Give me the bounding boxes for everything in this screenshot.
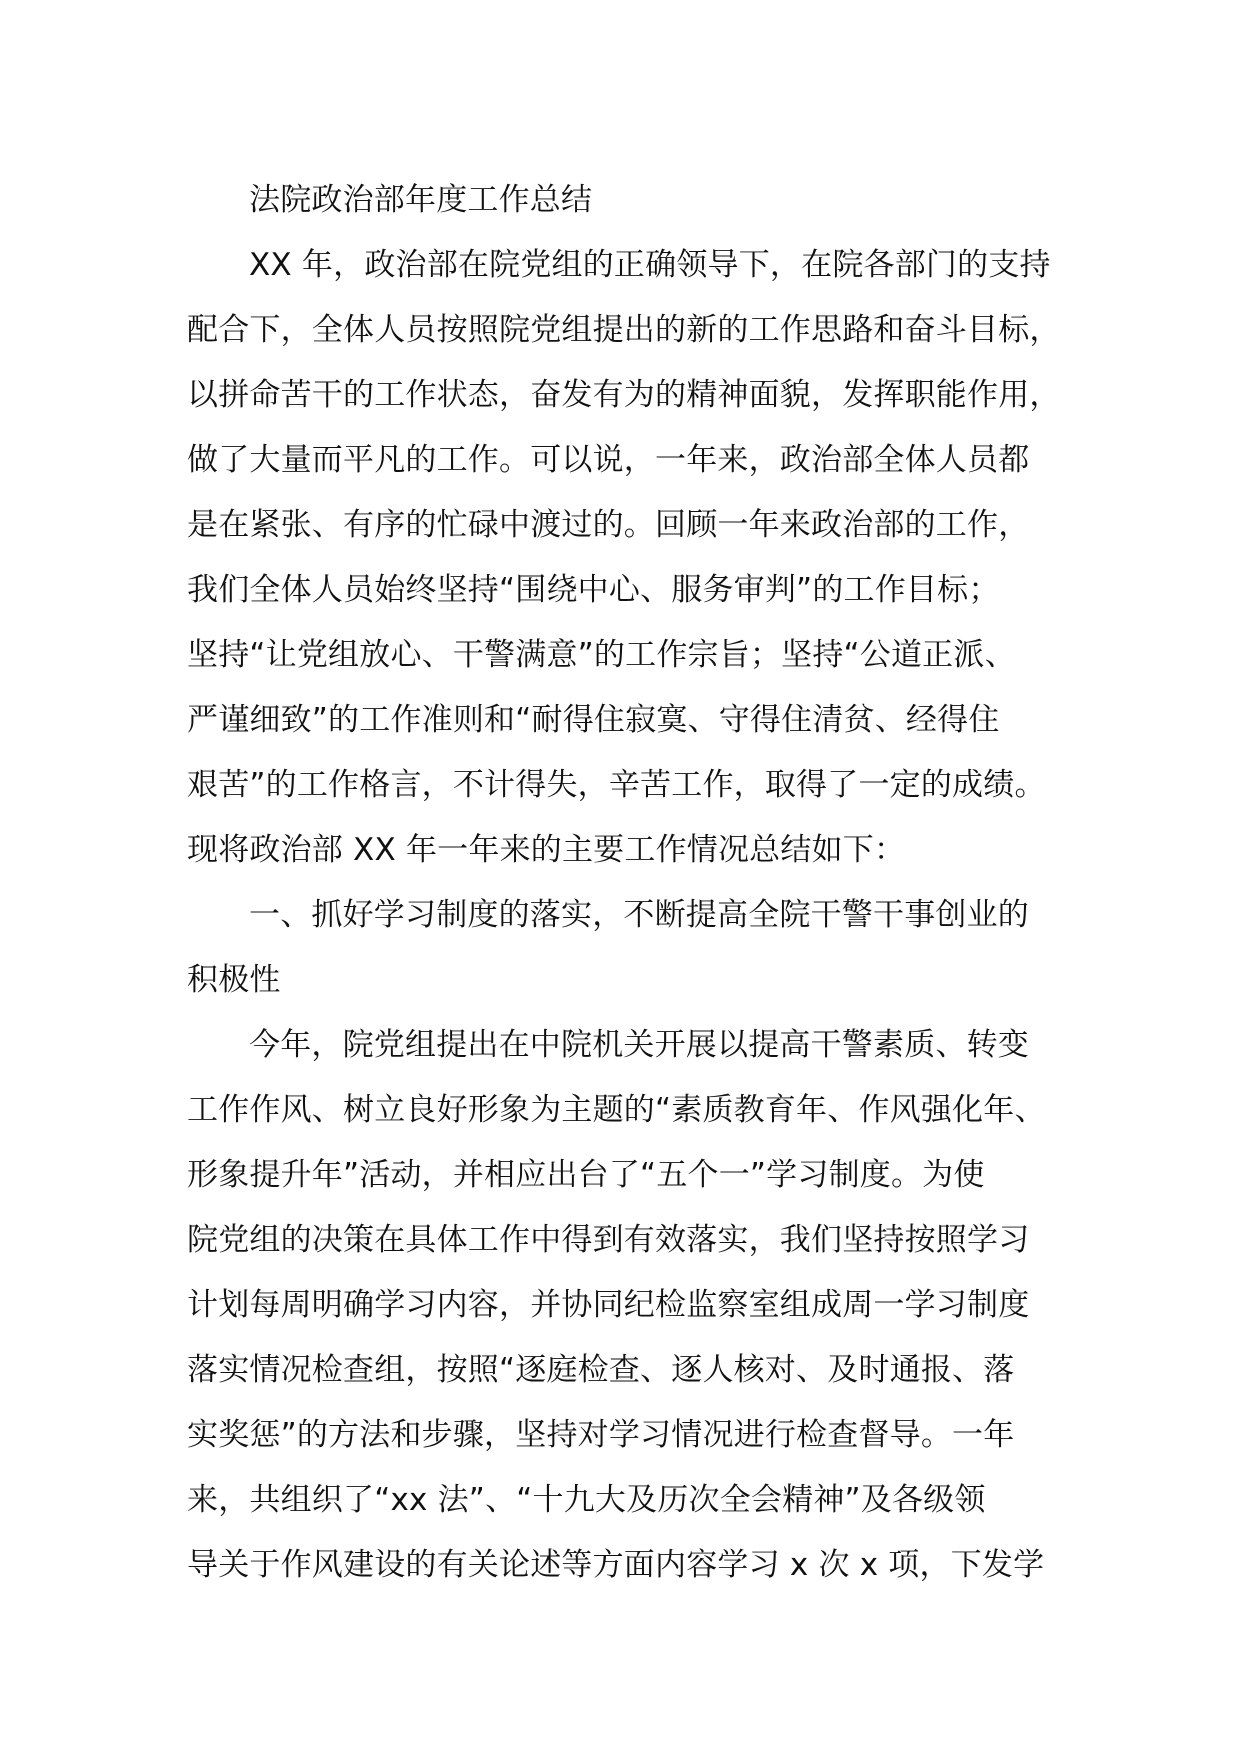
text-line: 来，共组织了“xx 法”、“十九大及历次全会精神”及各级领	[187, 1482, 986, 1518]
text-line: 形象提升年”活动，并相应出台了“五个一”学习制度。为使	[187, 1157, 985, 1193]
document-body	[187, 168, 1082, 1598]
text-line: 严谨细致”的工作准则和“耐得住寂寞、守得住清贫、经得住	[187, 702, 1000, 738]
document-title: 法院政治部年度工作总结	[249, 182, 593, 218]
text-line: 配合下，全体人员按照院党组提出的新的工作思路和奋斗目标，	[187, 312, 1061, 348]
text-line: 导关于作风建设的有关论述等方面内容学习 x 次 x 项，下发学	[187, 1547, 1045, 1583]
text-line: XX 年，政治部在院党组的正确领导下，在院各部门的支持	[249, 247, 1051, 283]
text-line: 坚持“让党组放心、干警满意”的工作宗旨；坚持“公道正派、	[187, 637, 1016, 673]
text-line: 我们全体人员始终坚持“围绕中心、服务审判”的工作目标；	[187, 572, 1000, 608]
text-line: 一、抓好学习制度的落实，不断提高全院干警干事创业的	[249, 897, 1029, 933]
text-line: 落实情况检查组，按照“逐庭检查、逐人核对、及时通报、落	[187, 1352, 1015, 1388]
text-line: 今年，院党组提出在中院机关开展以提高干警素质、转变	[249, 1027, 1029, 1063]
text-line: 做了大量而平凡的工作。可以说，一年来，政治部全体人员都	[187, 442, 1030, 478]
text-line: 院党组的决策在具体工作中得到有效落实，我们坚持按照学习	[187, 1222, 1030, 1258]
text-line: 现将政治部 XX 年一年来的主要工作情况总结如下：	[187, 832, 906, 868]
text-line: 以拼命苦干的工作状态，奋发有为的精神面貌，发挥职能作用，	[187, 377, 1061, 413]
document-text	[187, 233, 1082, 1598]
text-line: 积极性	[187, 962, 281, 998]
text-line: 计划每周明确学习内容，并协同纪检监察室组成周一学习制度	[187, 1287, 1030, 1323]
text-line: 实奖惩”的方法和步骤，坚持对学习情况进行检查督导。一年	[187, 1417, 1015, 1453]
text-line: 是在紧张、有序的忙碌中渡过的。回顾一年来政治部的工作，	[187, 507, 1030, 543]
text-line: 工作作风、树立良好形象为主题的“素质教育年、作风强化年、	[187, 1092, 1046, 1128]
text-line: 艰苦”的工作格言，不计得失，辛苦工作，取得了一定的成绩。	[187, 767, 1046, 803]
